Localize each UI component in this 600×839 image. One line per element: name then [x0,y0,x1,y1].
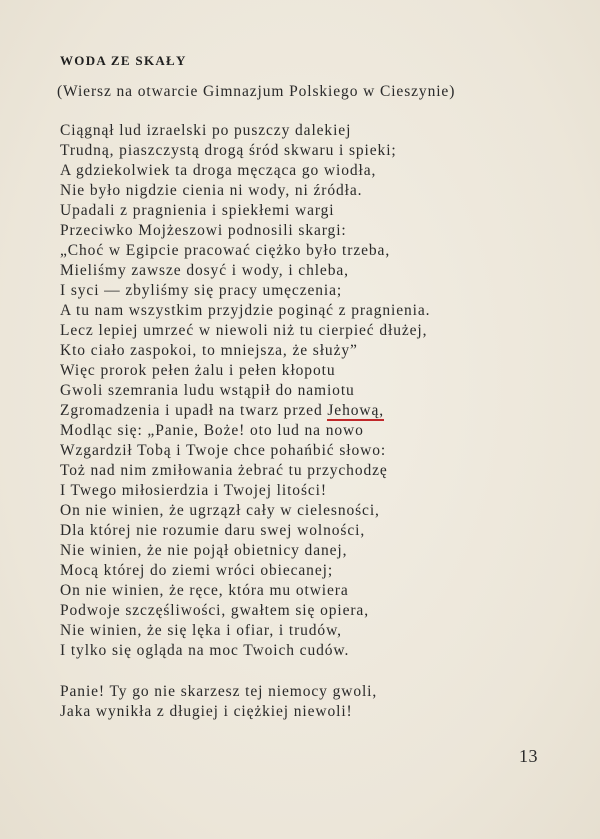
poem-line: Nie było nigdzie cienia ni wody, ni źródła. [60,182,363,199]
underlined-word: Jehową, [327,402,385,419]
poem-line: I tylko się ogląda na moc Twoich cudów. [60,642,350,659]
poem-line: Toż nad nim zmiłowania żebrać tu przychodzę [60,462,388,479]
poem-line: A tu nam wszystkim przyjdzie poginąć z pragnienia. [60,302,431,319]
poem-line: Dla której nie rozumie daru swej wolności, [60,522,366,539]
poem-line: Nie winien, że nie pojął obietnicy danej, [60,542,348,559]
poem-line: Mieliśmy zawsze dosyć i wody, i chleba, [60,262,349,279]
poem-line: I syci — zbyliśmy się pracy umęczenia; [60,282,343,299]
poem-line: Jaka wynikła z długiej i ciężkiej niewoli! [60,703,353,720]
poem-line: Wzgardził Tobą i Twoje chce pohańbić słowo: [60,442,387,459]
poem-subtitle: (Wiersz na otwarcie Gimnazjum Polskiego w Cieszynie) [57,83,456,100]
line-segment: Zgromadzenia i upadł na twarz przed [60,402,328,419]
poem-line: Upadali z pragnienia i spiekłemi wargi [60,202,335,219]
poem-line: Trudną, piaszczystą drogą śród skwaru i spieki; [60,142,397,159]
poem-line: Więc prorok pełen żalu i pełen kłopotu [60,362,336,379]
poem-line: I Twego miłosierdzia i Twojej litości! [60,482,327,499]
poem-line: Modląc się: „Panie, Boże! oto lud na nowo [60,422,364,439]
poem-line: „Choć w Egipcie pracować ciężko było trzeba, [60,242,391,259]
poem-line: A gdziekolwiek ta droga męcząca go wiodła, [60,162,377,179]
poem-line: Nie winien, że się lęka i ofiar, i trudów, [60,622,342,639]
page-number: 13 [519,746,538,766]
poem-line: Mocą której do ziemi wróci obiecanej; [60,562,334,579]
poem-line: On nie winien, że ręce, która mu otwiera [60,582,349,599]
poem-line: Lecz lepiej umrzeć w niewoli niż tu cierpieć dłużej, [60,322,428,339]
poem-line: Gwoli szemrania ludu wstąpił do namiotu [60,382,355,399]
stanza-2 [60,682,377,722]
poem-line: On nie winien, że ugrzązł cały w cielesności, [60,502,380,519]
poem-title: WODA ZE SKAŁY [60,53,187,68]
poem-line: Panie! Ty go nie skarzesz tej niemocy gwoli, [60,683,378,700]
poem-line [60,401,430,421]
poem-line: Podwoje szczęśliwości, gwałtem się opiera, [60,602,369,619]
stanza-1 [60,121,430,661]
poem-line: Kto ciało zaspokoi, to mniejsza, że służy” [60,342,358,359]
poem-line: Ciągnął lud izraelski po puszczy dalekiej [60,122,352,139]
poem-line: Przeciwko Mojżeszowi podnosili skargi: [60,222,347,239]
